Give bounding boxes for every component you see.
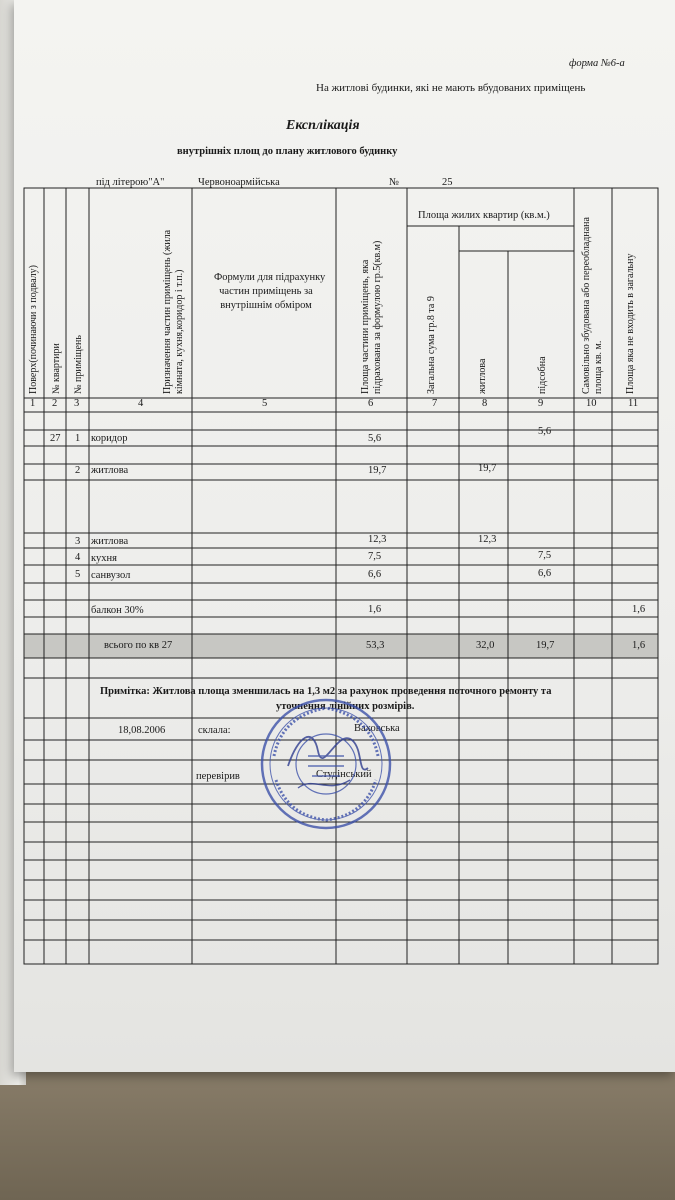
col-number: 6: [368, 398, 374, 409]
header-purpose: Призначення частин приміщень (жила кімната, кухня,коридор і т.п.): [162, 229, 185, 394]
row-auxiliary: 6,6: [538, 568, 552, 579]
document-date: 18,08.2006: [118, 725, 166, 736]
total-excluded: 1,6: [632, 640, 646, 651]
document-page: [14, 0, 675, 1072]
header-total-sum: Загальна сума гр.8 та 9: [426, 296, 437, 394]
total-label: всього по кв 27: [104, 640, 173, 651]
header-apartment-no: № квартири: [51, 343, 62, 394]
col-number: 11: [628, 398, 639, 409]
row-area: 1,6: [368, 604, 382, 615]
col-number: 8: [482, 398, 488, 409]
row-purpose: житлова: [91, 536, 129, 547]
document-subtitle: внутрішніх площ до плану житлового будинку: [177, 146, 398, 157]
total-living: 32,0: [476, 640, 495, 651]
row-auxiliary: 7,5: [538, 550, 552, 561]
street-name: Червоноармійська: [198, 177, 280, 188]
header-area-formula: Площа частини приміщень, яка підрахована за формулою гр.5(кв.м): [360, 240, 383, 394]
row-excluded: 1,6: [632, 604, 646, 615]
note-line-2: уточнення лінійних розмірів.: [276, 701, 415, 712]
checked-label: перевірив: [196, 771, 240, 782]
row-purpose: коридор: [91, 433, 128, 444]
header-living: житлова: [477, 358, 488, 394]
document-title: Експлікація: [286, 118, 360, 133]
form-note: На житлові будинки, які не мають вбудованих приміщень: [316, 82, 586, 94]
number-sign: №: [389, 177, 400, 188]
header-formula-3: внутрішнім обміром: [220, 300, 312, 311]
header-living-apartments-group: Площа жилих квартир (кв.м.): [418, 210, 550, 221]
col-number: 3: [74, 398, 80, 409]
row-area: 6,6: [368, 569, 382, 580]
col-number: 1: [30, 398, 36, 409]
floor-background: [0, 1050, 675, 1200]
row-auxiliary: 5,6: [538, 426, 552, 437]
row-room: 4: [75, 552, 81, 563]
house-number: 25: [442, 177, 453, 188]
row-purpose: санвузол: [91, 570, 131, 581]
col-number: 2: [52, 398, 58, 409]
row-apartment: 27: [50, 433, 61, 444]
official-stamp: [258, 696, 394, 832]
row-room: 2: [75, 465, 81, 476]
header-room-no: № приміщень: [73, 335, 84, 394]
header-formula-2: частин приміщень за: [219, 286, 313, 297]
row-living: 19,7: [478, 463, 497, 474]
col-number: 9: [538, 398, 544, 409]
note-line-1: Примітка: Житлова площа зменшилась на 1,3 м2 за рахунок проведення поточного ремонту та: [100, 686, 552, 697]
row-area: 19,7: [368, 465, 387, 476]
row-area: 5,6: [368, 433, 382, 444]
col-number: 4: [138, 398, 144, 409]
header-self-built: Самовільно збудована або переобладнана площа кв. м.: [581, 217, 604, 394]
compiled-label: склала:: [198, 725, 231, 736]
row-purpose: балкон 30%: [91, 605, 144, 616]
col-number: 10: [586, 398, 597, 409]
row-room: 1: [75, 433, 81, 444]
row-purpose: житлова: [91, 465, 129, 476]
header-excluded: Площа яка не входить в загальну: [625, 253, 636, 394]
col-number: 7: [432, 398, 438, 409]
header-formula-1: Формули для підрахунку: [214, 272, 326, 283]
compiled-name: Ваховська: [354, 723, 400, 734]
header-auxiliary: підсобна: [537, 356, 548, 394]
row-room: 3: [75, 536, 81, 547]
row-area: 12,3: [368, 534, 387, 545]
header-floor: Поверх(починаючи з подвалу): [28, 265, 39, 394]
letter-label: під літерою"А": [96, 177, 165, 188]
row-purpose: кухня: [91, 553, 117, 564]
col-number: 5: [262, 398, 268, 409]
form-number: форма №6-а: [569, 58, 625, 69]
checked-name: Студінський: [316, 769, 372, 780]
total-auxiliary: 19,7: [536, 640, 555, 651]
total-area: 53,3: [366, 640, 385, 651]
row-area: 7,5: [368, 551, 382, 562]
row-room: 5: [75, 569, 81, 580]
row-living: 12,3: [478, 534, 497, 545]
